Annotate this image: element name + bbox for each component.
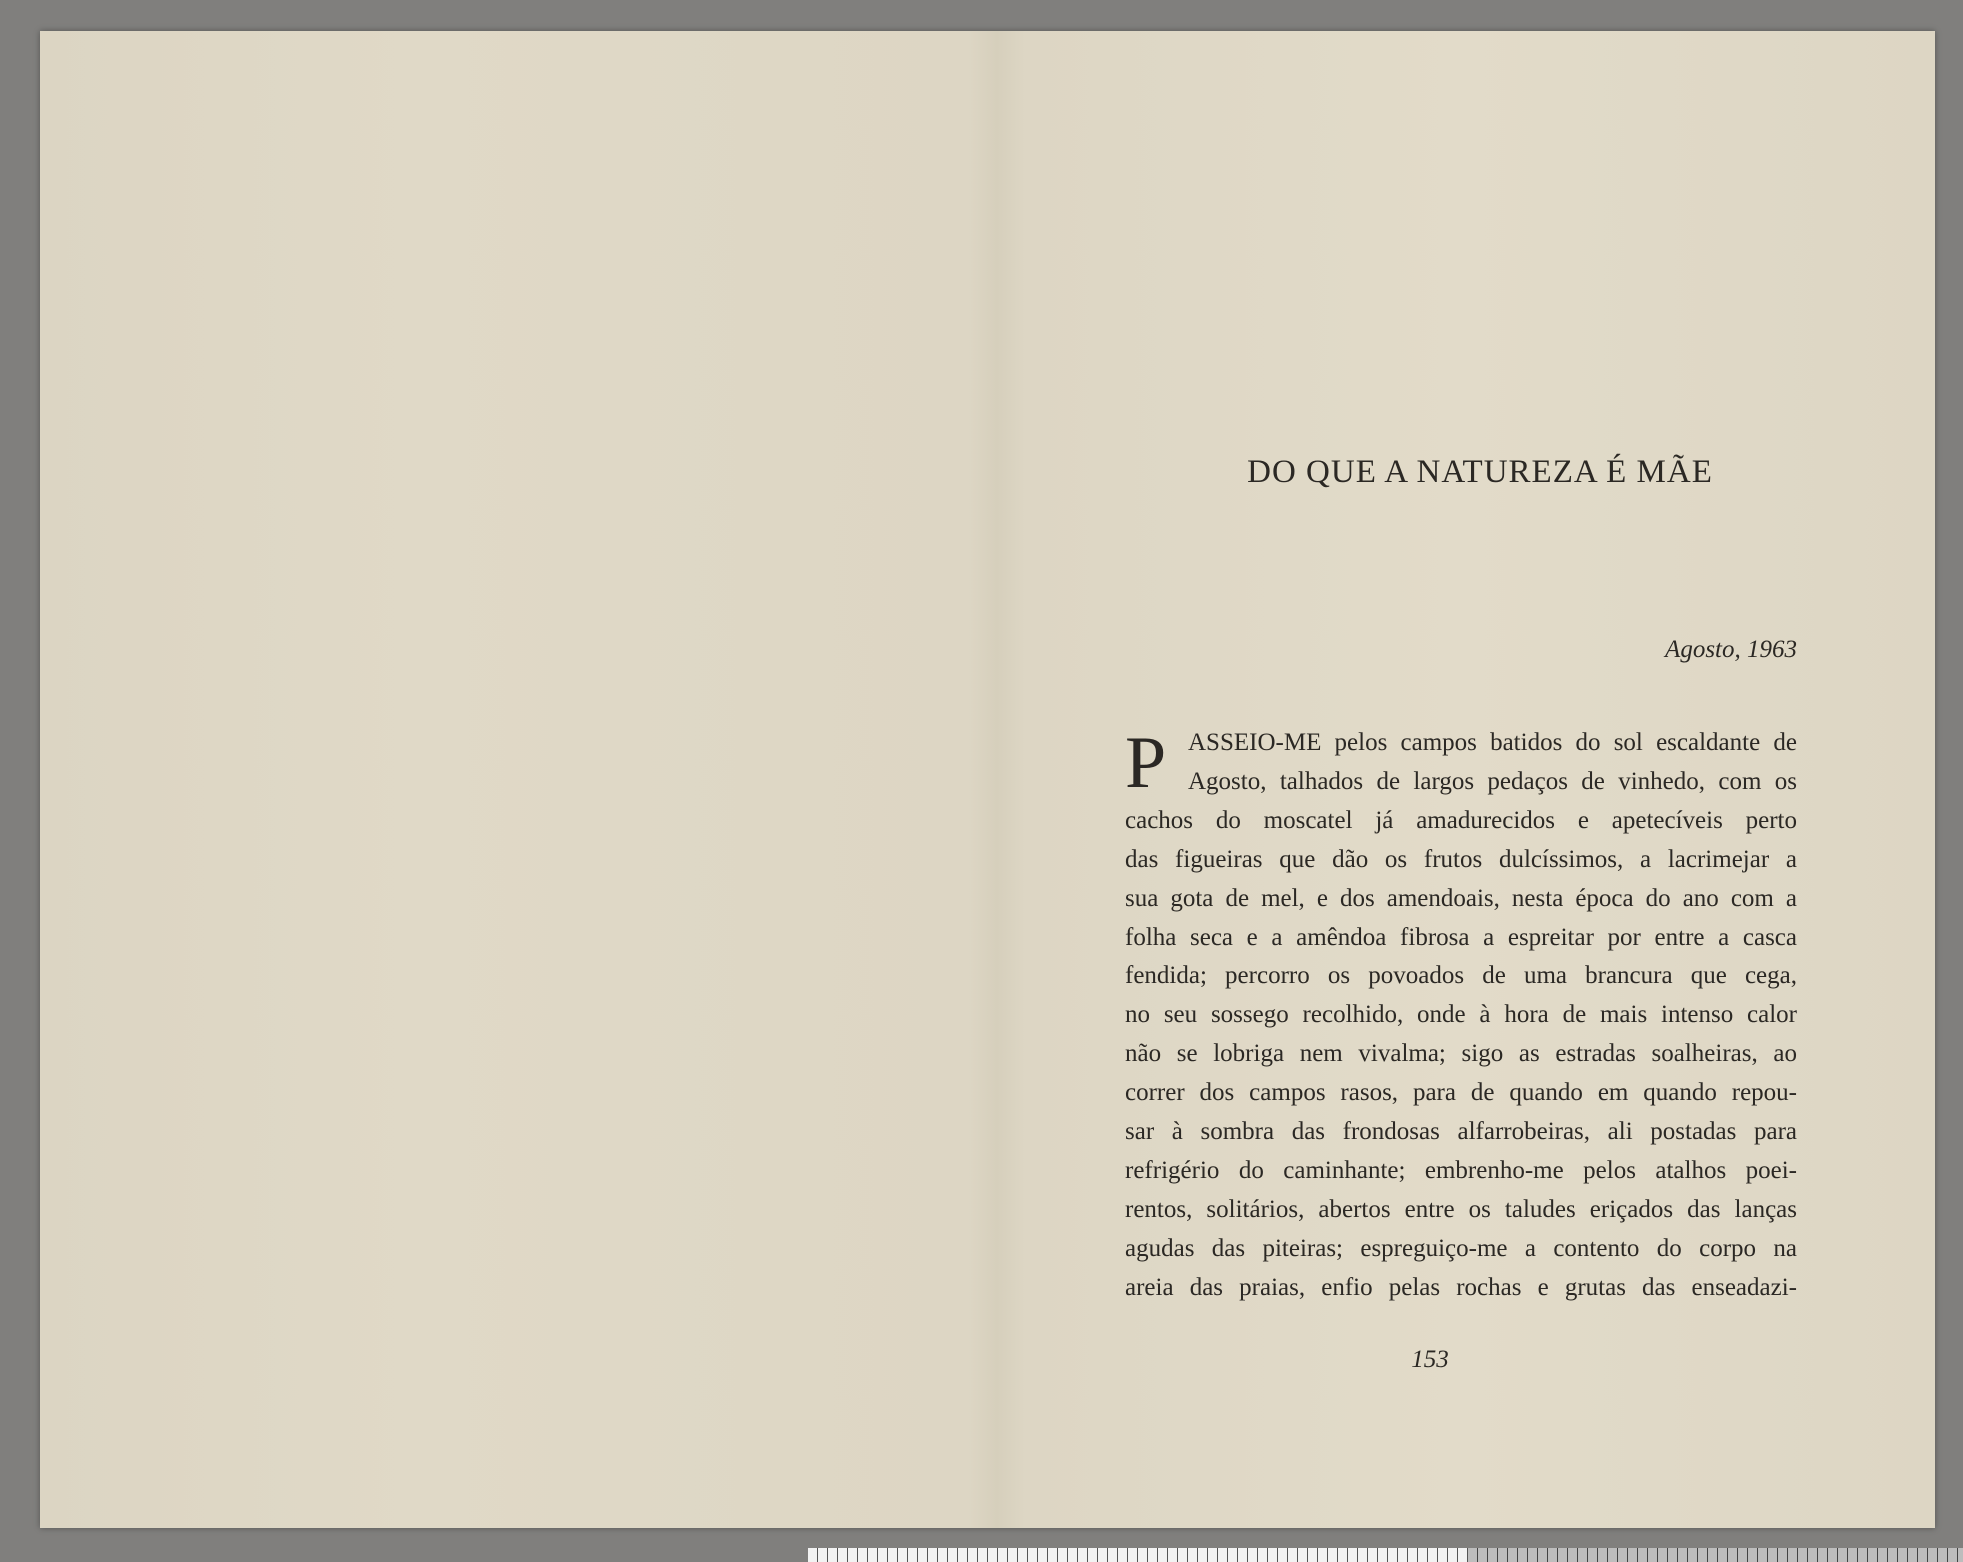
text-line: correr dos campos rasos, para de quando em quando repou- <box>1125 1079 1797 1107</box>
text-line: sar à sombra das frondosas alfarrobeiras, ali postadas para <box>1125 1118 1797 1146</box>
text-line: folha seca e a amêndoa fibrosa a espreitar por entre a casca <box>1125 923 1797 951</box>
book-spread <box>40 31 1935 1528</box>
text-line: sua gota de mel, e dos amendoais, nesta época do ano com a <box>1125 884 1797 912</box>
gray-scale-bar <box>1468 1548 1963 1562</box>
chapter-title: DO QUE A NATUREZA É MÃE <box>1247 454 1713 490</box>
right-page <box>990 31 1935 1528</box>
text-line: rentos, solitários, abertos entre os taludes eriçados das lanças <box>1125 1195 1797 1223</box>
page-number: 153 <box>1411 1346 1449 1373</box>
body-text <box>1125 724 1797 1308</box>
text-line: cachos do moscatel já amadurecidos e apetecíveis perto <box>1125 806 1797 834</box>
text-line: não se lobriga nem vivalma; sigo as estradas soalheiras, ao <box>1125 1040 1797 1068</box>
text-line: Agosto, talhados de largos pedaços de vinhedo, com os <box>1188 767 1797 795</box>
text-line: das figueiras que dão os frutos dulcíssimos, a lacrimejar a <box>1125 845 1797 873</box>
left-page-blank <box>40 31 990 1528</box>
text-line: areia das praias, enfio pelas rochas e grutas das enseadazi- <box>1125 1273 1797 1301</box>
text-line: ASSEIO-ME pelos campos batidos do sol escaldante de <box>1188 729 1797 756</box>
text-line: agudas das piteiras; espreguiço-me a contento do corpo na <box>1125 1234 1797 1262</box>
text-line: fendida; percorro os povoados de uma brancura que cega, <box>1125 962 1797 990</box>
drop-cap: P <box>1125 722 1167 804</box>
text-line: refrigério do caminhante; embrenho-me pelos atalhos poei- <box>1125 1156 1797 1184</box>
text-line: no seu sossego recolhido, onde à hora de mais intenso calor <box>1125 1001 1797 1029</box>
dateline: Agosto, 1963 <box>1665 636 1797 663</box>
